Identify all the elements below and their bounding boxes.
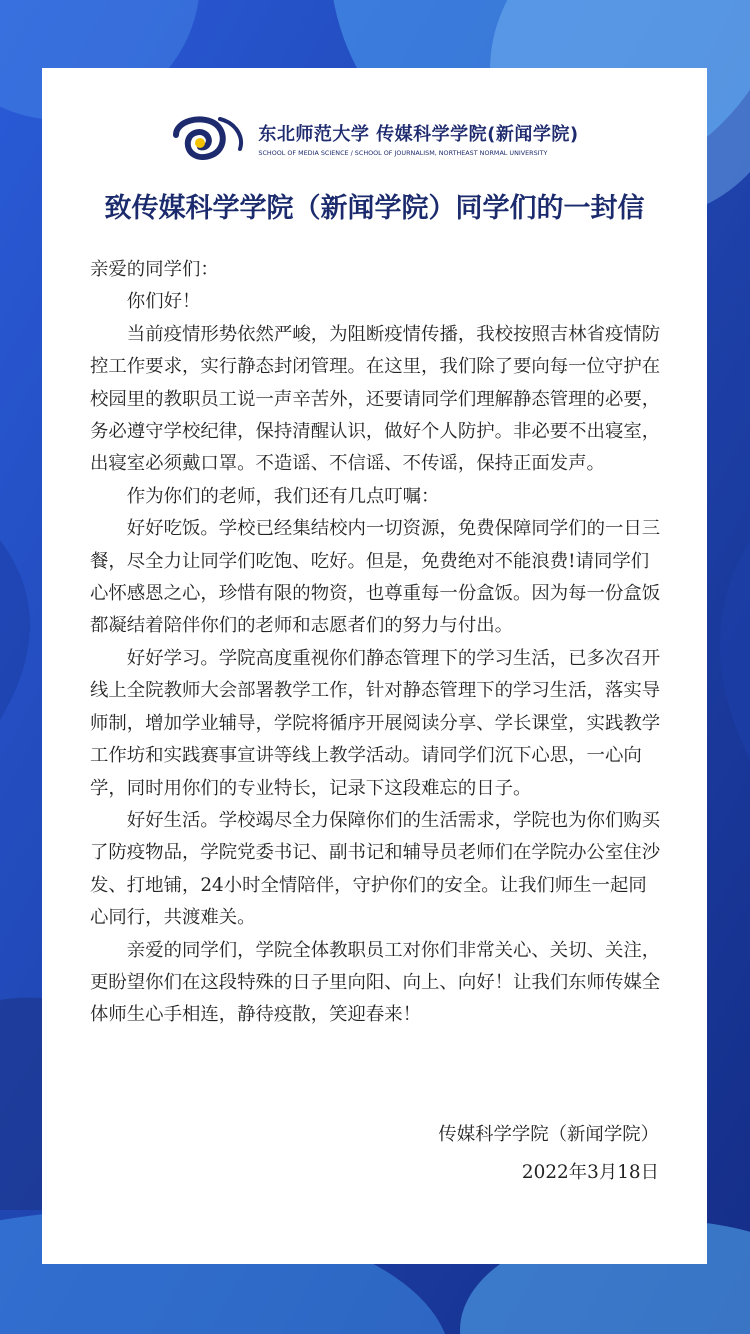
university-logo xyxy=(42,108,707,168)
letter-title: 致传媒科学学院（新闻学院）同学们的一封信 xyxy=(104,193,645,224)
paragraph-closing: 亲爱的同学们，学院全体教职员工对你们非常关心、关切、关注，更盼望你们在这段特殊的日子里向阳、向上、向好！让我们东师传媒全体师生心手相连，静待疫散，笑迎春来！ xyxy=(90,939,661,1026)
paragraph-living: 好好生活。学校竭尽全力保障你们的生活需求，学院也为你们购买了防疫物品，学院党委书记、副书记和辅导员老师们在学院办公室住沙发、打地铺，24小时全情陪伴，守护你们的安全。让我们师生一起同心同行，共渡难关。 xyxy=(90,809,661,929)
spiral-logo-icon xyxy=(170,113,248,163)
logo-english-name: SCHOOL OF MEDIA SCIENCE / SCHOOL OF JOURNALISM, NORTHEAST NORMAL UNIVERSITY xyxy=(258,148,548,157)
paragraph-reminders-intro: 作为你们的老师，我们还有几点叮嘱： xyxy=(126,485,440,507)
date: 2022年3月18日 xyxy=(521,1162,659,1183)
signature: 传媒科学学院（新闻学院） xyxy=(438,1124,659,1145)
paragraph-situation: 当前疫情形势依然严峻，为阻断疫情传播，我校按照吉林省疫情防控工作要求，实行静态封闭管理。在这里，我们除了要向每一位守护在校园里的教职员工说一声辛苦外，还要请同学们理解静态管理的必要，务必遵守学校纪律，保持清醒认识，做好个人防护。非必要不出寝室，出寝室必须戴口罩。不造谣、不信谣、不传谣，保持正面发声。 xyxy=(90,323,661,475)
salutation: 亲爱的同学们： xyxy=(90,259,219,280)
letter-body xyxy=(90,254,664,1032)
paragraph-eating: 好好吃饭。学校已经集结校内一切资源，免费保障同学们的一日三餐，尽全力让同学们吃饱、吃好。但是，免费绝对不能浪费!请同学们心怀感恩之心，珍惜有限的物资，也尊重每一份盒饭。因为每一份盒饭都凝结着陪伴你们的老师和志愿者们的努力与付出。 xyxy=(90,518,661,637)
paragraph-studying: 好好学习。学院高度重视你们静态管理下的学习生活，已多次召开线上全院教师大会部署教学工作，针对静态管理下的学习生活，落实导师制，增加学业辅导，学院将循序开展阅读分享、学长课堂，实践教学工作坊和实践赛事宣讲等线上教学活动。请同学们沉下心思，一心向学，同时用你们的专业特长，记录下这段难忘的日子。 xyxy=(90,647,661,799)
logo-chinese-name: 东北师范大学 传媒科学学院(新闻学院) xyxy=(258,123,579,145)
letter-card xyxy=(42,68,707,1264)
greeting: 你们好！ xyxy=(126,291,201,313)
